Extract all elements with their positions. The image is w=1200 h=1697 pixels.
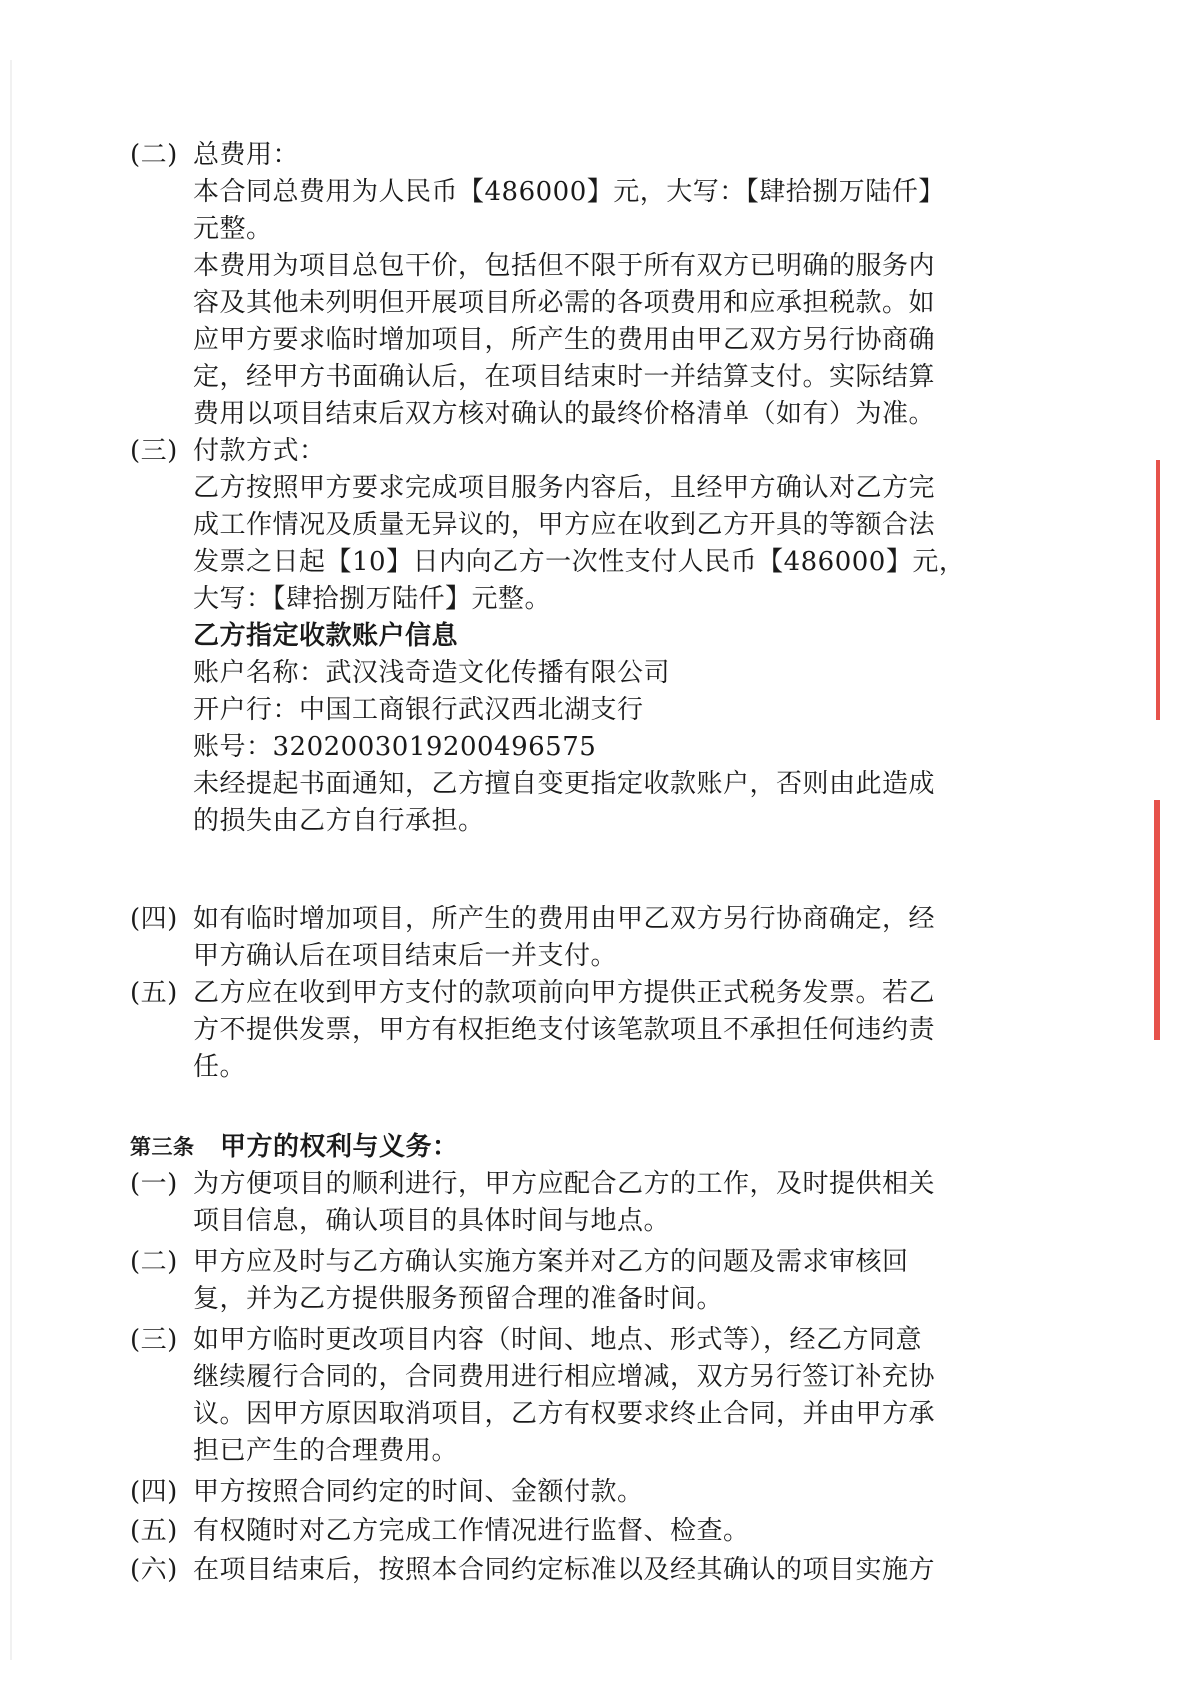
section-2-number: (二) bbox=[130, 140, 178, 170]
item-number: (五) bbox=[130, 1516, 178, 1546]
seal-stamp-fragment-top bbox=[1156, 460, 1200, 720]
cost-desc-line-5: 费用以项目结束后双方核对确认的最终价格清单（如有）为准。 bbox=[193, 399, 936, 429]
cost-desc-line-2: 容及其他未列明但开展项目所必需的各项费用和应承担税款。如 bbox=[193, 288, 936, 318]
cost-desc-line-1: 本费用为项目总包干价，包括但不限于所有双方已明确的服务内 bbox=[193, 251, 936, 281]
section-5-number: (五) bbox=[130, 978, 178, 1008]
article-3-title: 甲方的权利与义务： bbox=[220, 1132, 459, 1162]
payment-line-1: 乙方按照甲方要求完成项目服务内容后，且经甲方确认对乙方完 bbox=[193, 473, 936, 503]
total-cost-line-1: 本合同总费用为人民币【486000】元，大写：【肆拾捌万陆仟】 bbox=[193, 177, 945, 207]
section-3-title: 付款方式： bbox=[193, 436, 326, 466]
cost-desc-line-3: 应甲方要求临时增加项目，所产生的费用由甲乙双方另行协商确 bbox=[193, 325, 936, 355]
scan-edge bbox=[10, 60, 12, 1660]
section-4-line-1: 如有临时增加项目，所产生的费用由甲乙双方另行协商确定，经 bbox=[193, 904, 936, 934]
item-line: 项目信息，确认项目的具体时间与地点。 bbox=[193, 1206, 671, 1236]
item-number: (六) bbox=[130, 1555, 178, 1585]
payment-line-3: 发票之日起【10】日内向乙方一次性支付人民币【486000】元， bbox=[193, 547, 966, 577]
item-number: (一) bbox=[130, 1169, 178, 1199]
item-line: 复，并为乙方提供服务预留合理的准备时间。 bbox=[193, 1284, 724, 1314]
payment-line-2: 成工作情况及质量无异议的，甲方应在收到乙方开具的等额合法 bbox=[193, 510, 936, 540]
item-number: (三) bbox=[130, 1325, 178, 1355]
section-5-line-3: 任。 bbox=[193, 1052, 247, 1082]
bank-name: 开户行：中国工商银行武汉西北湖支行 bbox=[193, 695, 644, 725]
section-4-line-2: 甲方确认后在项目结束后一并支付。 bbox=[193, 941, 618, 971]
section-3-number: (三) bbox=[130, 436, 178, 466]
item-line: 有权随时对乙方完成工作情况进行监督、检查。 bbox=[193, 1516, 750, 1546]
item-number: (二) bbox=[130, 1247, 178, 1277]
item-line: 为方便项目的顺利进行，甲方应配合乙方的工作，及时提供相关 bbox=[193, 1169, 936, 1199]
account-number: 账号：3202003019200496575 bbox=[193, 732, 597, 762]
item-line: 在项目结束后，按照本合同约定标准以及经其确认的项目实施方 bbox=[193, 1555, 936, 1585]
section-2-title: 总费用： bbox=[193, 140, 300, 170]
seal-stamp-fragment-bottom bbox=[1154, 800, 1200, 1040]
payment-line-4: 大写：【肆拾捌万陆仟】元整。 bbox=[193, 584, 552, 614]
account-info-heading: 乙方指定收款账户信息 bbox=[193, 621, 459, 651]
cost-desc-line-4: 定，经甲方书面确认后，在项目结束时一并结算支付。实际结算 bbox=[193, 362, 936, 392]
item-line: 继续履行合同的，合同费用进行相应增减，双方另行签订补充协 bbox=[193, 1362, 936, 1392]
account-note-line-2: 的损失由乙方自行承担。 bbox=[193, 806, 485, 836]
article-3-label: 第三条 bbox=[130, 1134, 195, 1159]
item-line: 如甲方临时更改项目内容（时间、地点、形式等），经乙方同意 bbox=[193, 1325, 923, 1355]
item-number: (四) bbox=[130, 1477, 178, 1507]
section-5-line-2: 方不提供发票，甲方有权拒绝支付该笔款项且不承担任何违约责 bbox=[193, 1015, 936, 1045]
section-5-line-1: 乙方应在收到甲方支付的款项前向甲方提供正式税务发票。若乙 bbox=[193, 978, 936, 1008]
account-note-line-1: 未经提起书面通知，乙方擅自变更指定收款账户，否则由此造成 bbox=[193, 769, 936, 799]
item-line: 担已产生的合理费用。 bbox=[193, 1436, 459, 1466]
total-cost-line-2: 元整。 bbox=[193, 214, 273, 244]
item-line: 议。因甲方原因取消项目，乙方有权要求终止合同，并由甲方承 bbox=[193, 1399, 936, 1429]
item-line: 甲方应及时与乙方确认实施方案并对乙方的问题及需求审核回 bbox=[193, 1247, 909, 1277]
item-line: 甲方按照合同约定的时间、金额付款。 bbox=[193, 1477, 644, 1507]
account-name: 账户名称：武汉浅奇造文化传播有限公司 bbox=[193, 658, 671, 688]
section-4-number: (四) bbox=[130, 904, 178, 934]
